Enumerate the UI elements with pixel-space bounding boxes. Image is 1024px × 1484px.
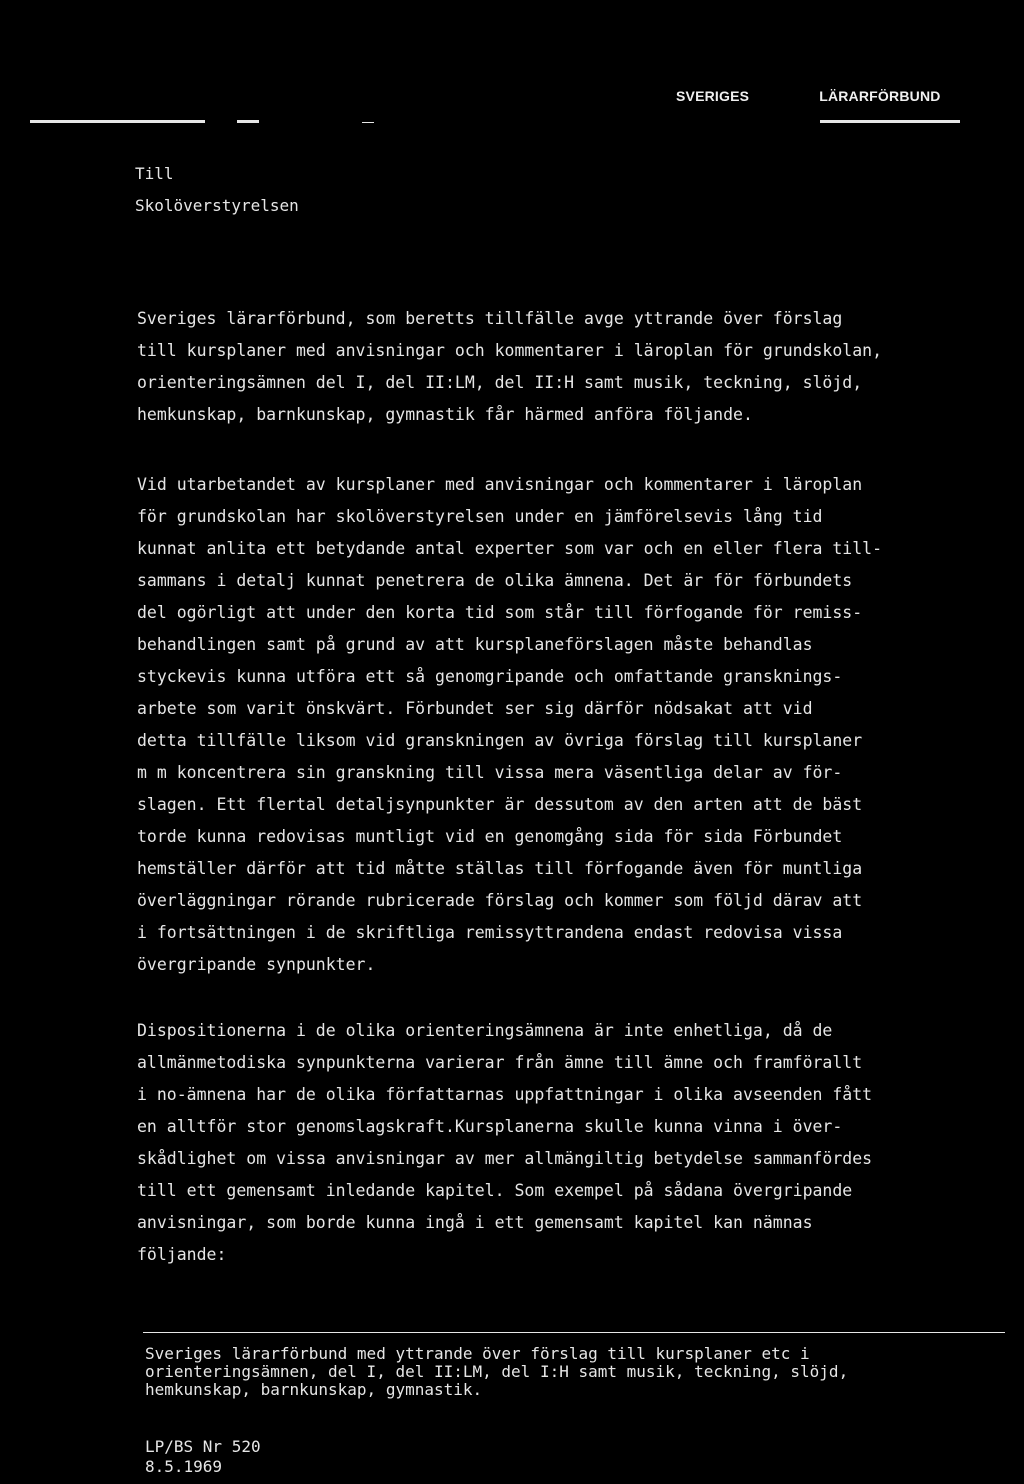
reference-date: 8.5.1969 [145, 1457, 223, 1476]
text-line: styckevis kunna utföra ett så genomgripande och omfattande gransknings- [137, 667, 843, 686]
reference-block [145, 1437, 261, 1477]
paragraph-intro [137, 303, 1017, 431]
text-line: anvisningar, som borde kunna ingå i ett gemensamt kapitel kan nämnas [137, 1213, 813, 1232]
text-line: Dispositionerna i de olika orienteringsämnena är inte enhetliga, då de [137, 1021, 833, 1040]
letterhead [676, 88, 941, 104]
recipient-block [135, 158, 299, 222]
text-line: skådlighet om vissa anvisningar av mer allmängiltig betydelse sammanfördes [137, 1149, 873, 1168]
reference-number: LP/BS Nr 520 [145, 1437, 261, 1456]
text-line: Sveriges lärarförbund, som beretts tillfälle avge yttrande över förslag [137, 309, 843, 328]
text-line: Vid utarbetandet av kursplaner med anvisningar och kommentarer i läroplan [137, 475, 863, 494]
letterhead-part2: LÄRARFÖRBUND [819, 88, 941, 104]
paragraph-review-scope [137, 469, 1017, 981]
text-line: överläggningar rörande rubricerade förslag och kommer som följd därav att [137, 891, 863, 910]
letterhead-part1: SVERIGES [676, 88, 750, 104]
text-line: del ogörligt att under den korta tid som står till förfogande för remiss- [137, 603, 863, 622]
header-rule [362, 122, 374, 123]
text-line: allmänmetodiska synpunkterna varierar från ämne till ämne och framförallt [137, 1053, 863, 1072]
footnote-divider [143, 1332, 1005, 1333]
recipient-line: Till [135, 164, 174, 183]
footnote-line: hemkunskap, barnkunskap, gymnastik. [145, 1380, 483, 1399]
text-line: hemkunskap, barnkunskap, gymnastik får härmed anföra följande. [137, 405, 753, 424]
footnote-line: Sveriges lärarförbund med yttrande över förslag till kursplaner etc i [145, 1344, 810, 1363]
text-line: för grundskolan har skolöverstyrelsen under en jämförelsevis lång tid [137, 507, 823, 526]
text-line: en alltför stor genomslagskraft.Kursplanerna skulle kunna vinna i över- [137, 1117, 843, 1136]
text-line: i no-ämnena har de olika författarnas uppfattningar i olika avseenden fått [137, 1085, 873, 1104]
paragraph-dispositions [137, 1015, 1017, 1271]
text-line: torde kunna redovisas muntligt vid en genomgång sida för sida Förbundet [137, 827, 843, 846]
header-rule [30, 120, 205, 123]
text-line: till ett gemensamt inledande kapitel. Som exempel på sådana övergripande [137, 1181, 853, 1200]
text-line: kunnat anlita ett betydande antal experter som var och en eller flera till- [137, 539, 883, 558]
text-line: orienteringsämnen del I, del II:LM, del II:H samt musik, teckning, slöjd, [137, 373, 863, 392]
header-rule [237, 120, 259, 123]
text-line: till kursplaner med anvisningar och kommentarer i läroplan för grundskolan, [137, 341, 883, 360]
text-line: i fortsättningen i de skriftliga remissyttrandena endast redovisa vissa [137, 923, 843, 942]
text-line: behandlingen samt på grund av att kursplaneförslagen måste behandlas [137, 635, 813, 654]
recipient-line: Skolöverstyrelsen [135, 196, 299, 215]
footnote [145, 1345, 1015, 1399]
footnote-line: orienteringsämnen, del I, del II:LM, del I:H samt musik, teckning, slöjd, [145, 1362, 849, 1381]
text-line: slagen. Ett flertal detaljsynpunkter är dessutom av den arten att de bäst [137, 795, 863, 814]
text-line: detta tillfälle liksom vid granskningen av övriga förslag till kursplaner [137, 731, 863, 750]
text-line: arbete som varit önskvärt. Förbundet ser sig därför nödsakat att vid [137, 699, 813, 718]
header-rule [820, 120, 960, 123]
text-line: sammans i detalj kunnat penetrera de olika ämnena. Det är för förbundets [137, 571, 853, 590]
text-line: övergripande synpunkter. [137, 955, 376, 974]
text-line: hemställer därför att tid måtte ställas till förfogande även för muntliga [137, 859, 863, 878]
text-line: m m koncentrera sin granskning till vissa mera väsentliga delar av för- [137, 763, 843, 782]
text-line: följande: [137, 1245, 227, 1264]
